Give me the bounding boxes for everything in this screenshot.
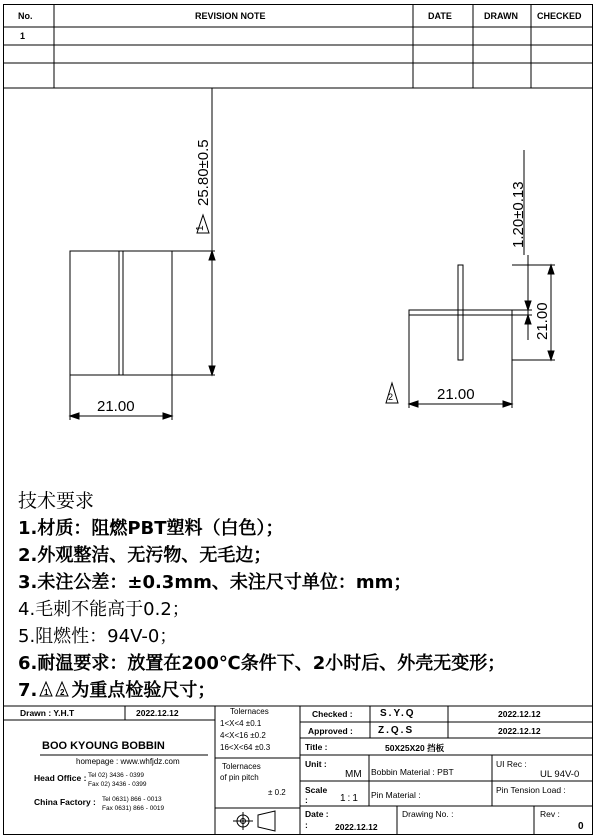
pin-tolerance-value: ± 0.2 (268, 788, 286, 797)
date-label: Date : (305, 809, 329, 819)
drawn-date: 2022.12.12 (136, 708, 179, 718)
dim-pin-label: 1.20±0.13 (510, 181, 527, 248)
rev-col-no: No. (18, 11, 33, 21)
dim-width-left: 21.00 (97, 398, 135, 415)
china-factory-tel: Tel 0631) 866 - 0013 (102, 796, 162, 803)
bobbin-material: Bobbin Material : PBT (371, 767, 454, 777)
checked-label: Checked : (312, 709, 353, 719)
rev-row-1-no: 1 (20, 31, 26, 41)
checked-by: S.Y.Q (380, 708, 416, 719)
china-factory-label: China Factory : (34, 797, 96, 807)
dim-side-label: 21.00 (534, 302, 551, 340)
approved-label: Approved : (308, 726, 353, 736)
drawn-by: Drawn : Y.H.T (20, 708, 75, 718)
unit-value: MM (345, 769, 362, 780)
note-2: 2.外观整洁、无污物、无毛边； (18, 545, 272, 566)
note-6: 6.耐温要求：放置在200℃条件下、2小时后、外壳无变形； (18, 653, 506, 674)
tolerance-2: 4<X<16 ±0.2 (220, 731, 266, 740)
rev-col-drawn: DRAWN (484, 11, 518, 21)
tolerance-3: 16<X<64 ±0.3 (220, 743, 271, 752)
approved-by: Z.Q.S (378, 725, 415, 736)
pin-material-label: Pin Material : (371, 790, 421, 800)
rev-label: Rev : (540, 809, 560, 819)
rev-value: 0 (578, 821, 584, 832)
note-1: 1.材质：阻燃PBT塑料（白色）； (18, 518, 284, 539)
date-colon: : (305, 820, 308, 830)
marker-2-number: 2 (388, 392, 394, 402)
pin-tolerance-sub: of pin pitch (220, 773, 259, 782)
china-factory-fax: Fax 0631) 866 - 0019 (102, 805, 165, 812)
rev-col-date: DATE (428, 11, 452, 21)
head-office-label: Head Office : (34, 773, 87, 783)
note-7: 7. 1 2 为重点检验尺寸； (18, 680, 216, 701)
rev-col-note: REVISION NOTE (195, 11, 266, 21)
note-3: 3.未注公差：±0.3mm、未注尺寸单位：mm； (18, 572, 412, 593)
approved-date: 2022.12.12 (498, 726, 541, 736)
scale-colon: : (305, 795, 308, 805)
title-value: 50X25X20 挡板 (385, 743, 445, 753)
checked-date: 2022.12.12 (498, 709, 541, 719)
date-value: 2022.12.12 (335, 822, 378, 832)
tolerances-title: Tolernaces (230, 707, 269, 716)
unit-label: Unit : (305, 759, 327, 769)
head-office-tel: Tel 02) 3436 - 0399 (88, 772, 145, 779)
dim-width-right: 21.00 (437, 386, 475, 403)
ul-label: UI Rec : (496, 759, 527, 769)
svg-text:2: 2 (60, 688, 65, 697)
dim-height-label: 25.80±0.5 (195, 139, 212, 206)
notes-title: 技术要求 (18, 490, 95, 512)
tolerance-1: 1<X<4 ±0.1 (220, 719, 262, 728)
pin-tension-label: Pin Tension Load : (496, 785, 566, 795)
note-5: 5.阻燃性：94V-0； (18, 626, 178, 647)
pin-tolerance-title: Tolernaces (222, 762, 261, 771)
title-label: Title : (305, 742, 328, 752)
svg-text:1: 1 (44, 688, 49, 697)
note-4: 4.毛刺不能高于0.2； (18, 599, 190, 620)
drawing-no-label: Drawing No. : (402, 809, 454, 819)
head-office-fax: Fax 02) 3436 - 0399 (88, 781, 147, 788)
rev-col-checked: CHECKED (537, 11, 582, 21)
company-name: BOO KYOUNG BOBBIN (42, 740, 165, 752)
homepage: homepage : www.whfjdz.com (76, 757, 180, 766)
ul-value: UL 94V-0 (540, 769, 580, 780)
marker-1-number: 1 (195, 225, 206, 231)
scale-label: Scale (305, 785, 328, 795)
scale-value: 1:1 (340, 793, 360, 804)
